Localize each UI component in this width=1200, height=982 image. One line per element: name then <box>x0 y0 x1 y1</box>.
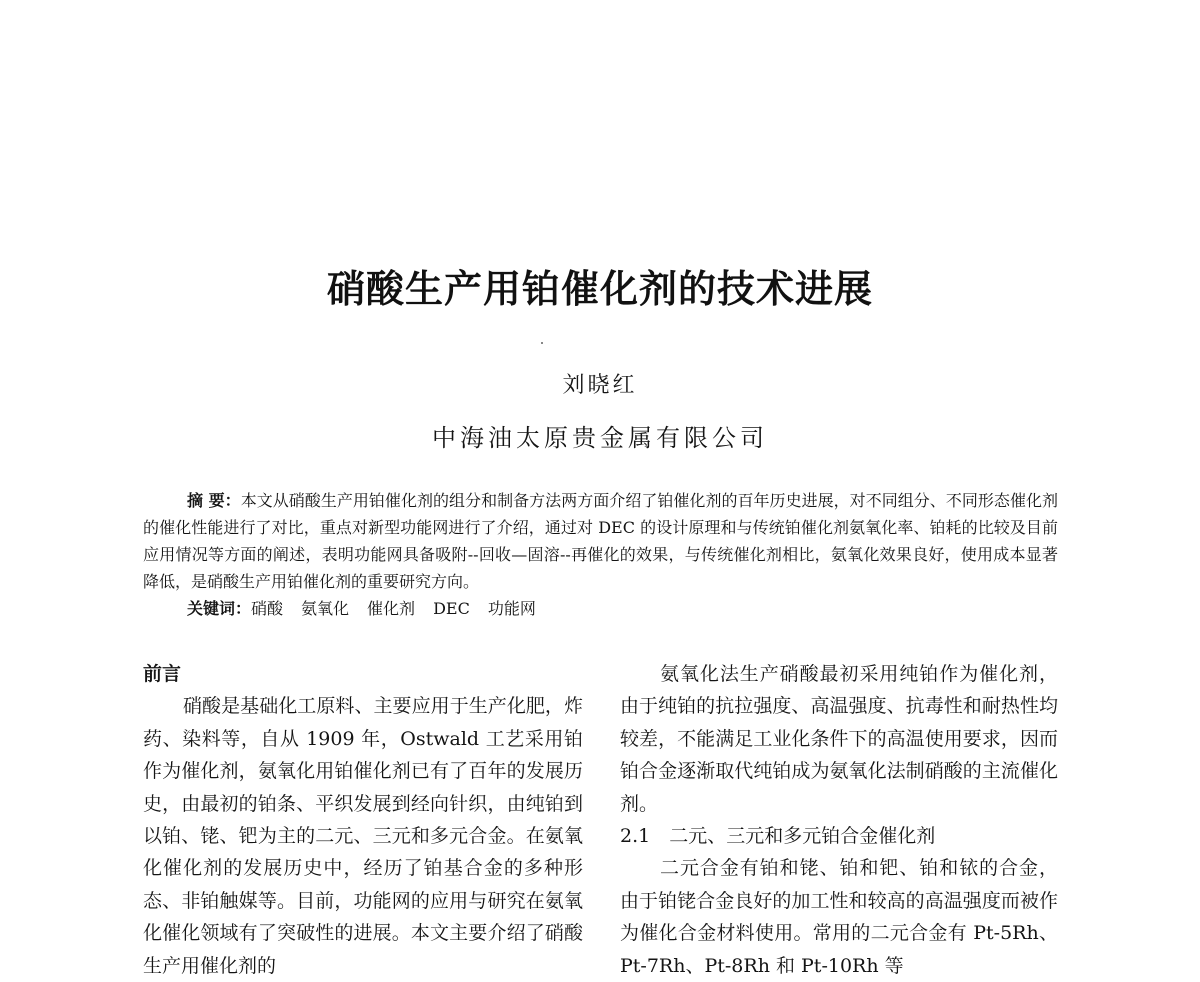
body-paragraph: 二元合金有铂和铑、铂和钯、铂和铱的合金，由于铂铑合金良好的加工性和较高的高温强度而被作为催化合金材料使用。常用的二元合金有 Pt-5Rh、Pt-7Rh、Pt-8Rh 和 Pt-10Rh 等 <box>620 857 1058 977</box>
abstract-paragraph <box>143 487 1058 595</box>
right-column <box>620 658 1058 982</box>
author-name: 刘晓红 <box>562 373 638 398</box>
keyword: 催化剂 <box>367 599 416 618</box>
keyword: 功能网 <box>487 599 536 618</box>
keyword: 硝酸 <box>251 599 284 618</box>
affiliation: 中海油太原贵金属有限公司 <box>432 424 768 452</box>
preface-paragraph: 硝酸是基础化工原料、主要应用于生产化肥，炸药、染料等，自从 1909 年，Ostwald 工艺采用铂作为催化剂，氨氧化用铂催化剂已有了百年的发展历史，由最初的铂条、平织发展到经向针织，由纯铂到以铂、铑、钯为主的二元、三元和多元合金。在氨氧化催化剂的发展历史中，经历了铂基合金的多种形态、非铂触媒等。目前，功能网的应用与研究在氨氧化催化领域有了突破性的进展。本文主要介绍了硝酸生产用催化剂的 <box>143 695 583 977</box>
paper-title: 硝酸生产用铂催化剂的技术进展 <box>326 267 873 311</box>
abstract-text: 本文从硝酸生产用铂催化剂的组分和制备方法两方面介绍了铂催化剂的百年历史进展，对不同组分、不同形态催化剂的催化性能进行了对比，重点对新型功能网进行了介绍，通过对 DEC 的设计原理和与传统铂催化剂氨氧化率、铂耗的比较及目前应用情况等方面的阐述，表明功能网具备吸附--回收—固溶--再催化的效果，与传统催化剂相比，氨氧化效果良好，使用成本显著降低，是硝酸生产用铂催化剂的重要研究方向。 <box>143 491 1058 591</box>
keywords-list <box>251 599 554 618</box>
abstract-block <box>143 487 1058 622</box>
keyword: DEC <box>433 599 470 618</box>
keyword: 氨氧化 <box>301 599 350 618</box>
body-paragraph: 氨氧化法生产硝酸最初采用纯铂作为催化剂，由于纯铂的抗拉强度、高温强度、抗毒性和耐热性均较差，不能满足工业化条件下的高温使用要求，因而铂合金逐渐取代纯铂成为氨氧化法制硝酸的主流催化剂。 <box>620 663 1058 815</box>
abstract-label: 摘 要： <box>187 491 241 510</box>
section-heading-2-1: 2.1 二元、三元和多元铂合金催化剂 <box>620 825 936 848</box>
section-heading-preface: 前言 <box>143 663 182 685</box>
keywords-line <box>143 595 1058 622</box>
scan-speck <box>541 342 543 344</box>
keywords-label: 关键词： <box>187 599 252 618</box>
left-column <box>143 658 583 982</box>
